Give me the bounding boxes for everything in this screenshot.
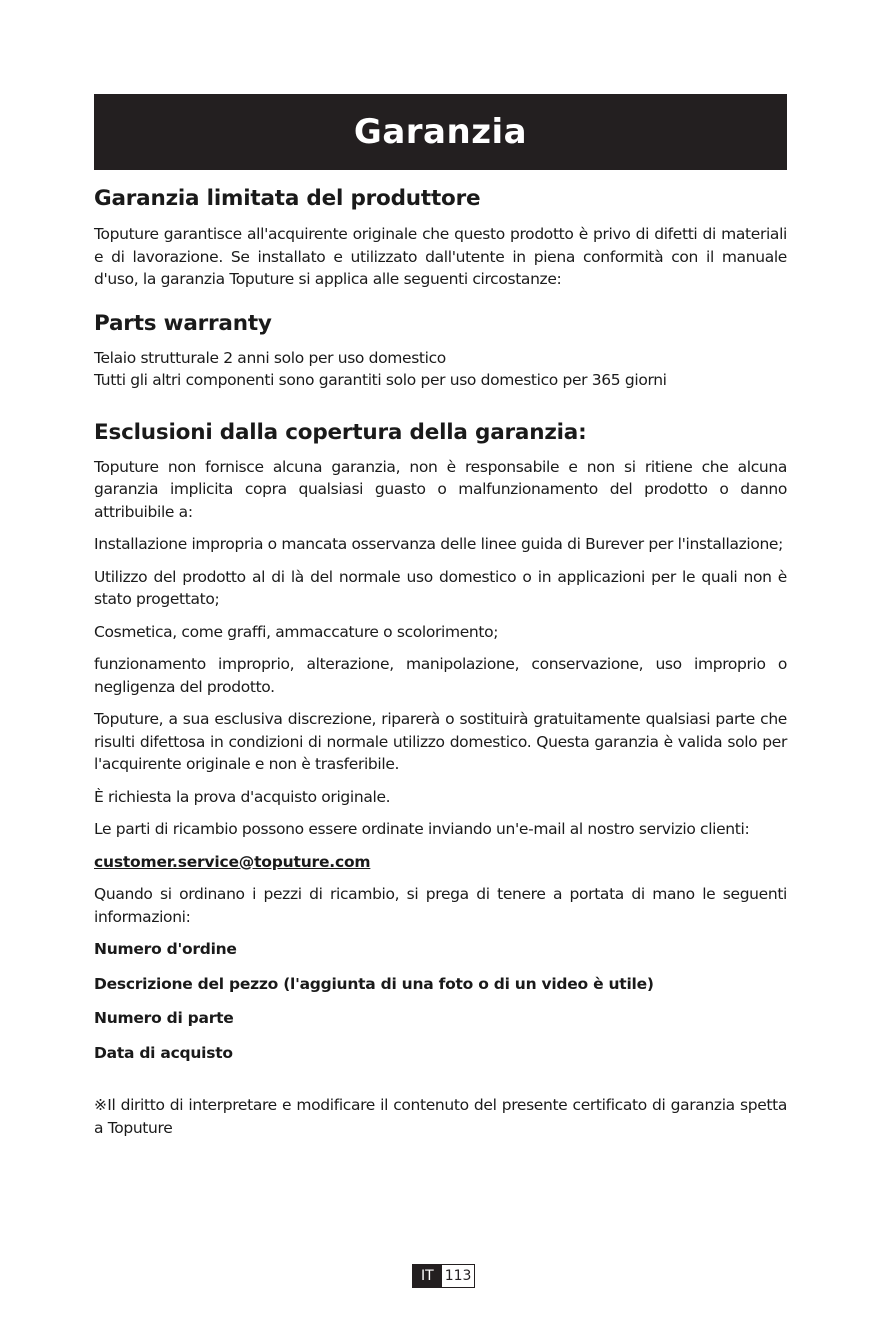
section-paragraph: Cosmetica, come graffi, ammaccature o scolorimento;: [94, 622, 499, 641]
order-info-item: Data di acquisto: [94, 1043, 233, 1062]
section-paragraph: È richiesta la prova d'acquisto originale.: [94, 787, 391, 806]
page-number: 113: [442, 1265, 475, 1287]
warranty-line: Tutti gli altri componenti sono garantiti solo per uso domestico per 365 giorni: [94, 371, 667, 389]
language-code: IT: [413, 1265, 442, 1287]
section-paragraph: Utilizzo del prodotto al di là del normale uso domestico o in applicazioni per le quali non è stato progettato;: [94, 567, 787, 608]
customer-service-email-link[interactable]: customer.service@toputure.com: [94, 852, 371, 871]
document-body: [94, 184, 787, 1139]
footnote: ※Il diritto di interpretare e modificare il contenuto del presente certificato di garanzia spetta a Toputure: [94, 1096, 787, 1137]
order-info-item: Numero d'ordine: [94, 940, 237, 958]
section-limited-warranty: [94, 184, 787, 291]
order-info-item: Numero di parte: [94, 1009, 234, 1027]
section-exclusions: [94, 418, 787, 1140]
section-paragraph: Toputure, a sua esclusiva discrezione, riparerà o sostituirà gratuitamente qualsiasi parte che risulti difettosa in condizioni di normale utilizzo domestico. Questa garanzia è valida solo per l'acquirente originale e non è trasferibile.: [94, 710, 787, 773]
section-paragraph: funzionamento improprio, alterazione, manipolazione, conservazione, uso improprio o negligenza del prodotto.: [94, 655, 787, 696]
page-title: Garanzia: [353, 112, 528, 152]
section-heading: Parts warranty: [94, 310, 272, 336]
section-paragraph: Toputure non fornisce alcuna garanzia, non è responsabile e non si ritiene che alcuna garanzia implicita copra qualsiasi guasto o malfunzionamento del prodotto o danno attribuibile a:: [94, 457, 787, 521]
page-number-badge: [412, 1264, 475, 1288]
section-parts-warranty: [94, 309, 787, 392]
order-info-item: Descrizione del pezzo (l'aggiunta di una foto o di un video è utile): [94, 974, 654, 993]
section-heading: Esclusioni dalla copertura della garanzia:: [94, 419, 587, 445]
page-title-banner: [94, 94, 787, 170]
section-paragraph: Toputure garantisce all'acquirente originale che questo prodotto è privo di difetti di materiali e di lavorazione. Se installato e utilizzato dall'utente in piena conformità con il manuale d'uso, la garanzia Toputure si applica alle seguenti circostanze:: [94, 225, 787, 288]
section-paragraph: Le parti di ricambio possono essere ordinate inviando un'e-mail al nostro servizio clienti:: [94, 820, 750, 838]
warranty-line: Telaio strutturale 2 anni solo per uso domestico: [94, 348, 446, 367]
section-heading: Garanzia limitata del produttore: [94, 186, 481, 211]
section-paragraph: Installazione impropria o mancata osservanza delle linee guida di Burever per l'installazione;: [94, 535, 783, 553]
section-paragraph: Quando si ordinano i pezzi di ricambio, si prega di tenere a portata di mano le seguenti informazioni:: [94, 885, 787, 926]
